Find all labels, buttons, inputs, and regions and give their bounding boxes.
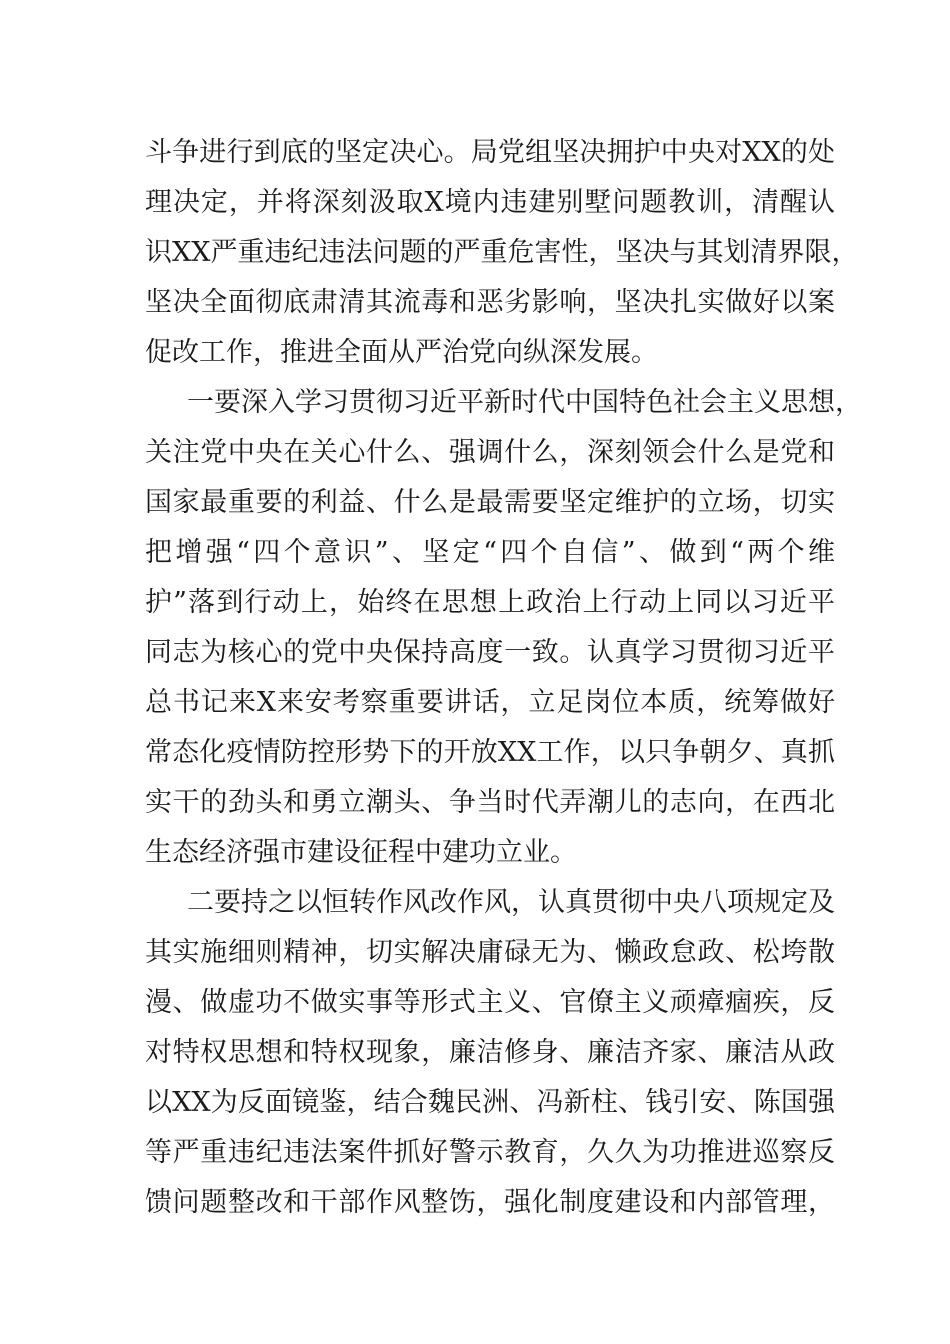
text-line: 促改工作，推进全面从严治党向纵深发展。 [145,337,658,368]
text-line: 馈问题整改和干部作风整饬，强化制度建设和内部管理， [145,1187,835,1218]
text-line: 识XX严重违纪违法问题的严重危害性，坚决与其划清界限， [145,237,859,268]
text-line: 坚决全面彻底肃清其流毒和恶劣影响，坚决扎实做好以案 [145,287,835,318]
text-line: 对特权思想和特权现象，廉洁修身、廉洁齐家、廉洁从政 [145,1037,835,1068]
text-line: 常态化疫情防控形势下的开放XX工作，以只争朝夕、真抓 [145,737,835,768]
text-line: 斗争进行到底的坚定决心。局党组坚决拥护中央对XX的处 [145,137,835,168]
text-line: 漫、做虚功不做实事等形式主义、官僚主义顽瘴痼疾，反 [145,987,835,1018]
paragraph-first-line: 二要持之以恒转作风改作风，认真贯彻中央八项规定及 [187,887,835,918]
text-line: 生态经济强市建设征程中建功立业。 [145,837,577,868]
text-line: 总书记来X来安考察重要讲话，立足岗位本质，统筹做好 [145,687,835,718]
text-line: 理决定，并将深刻汲取X境内违建别墅问题教训，清醒认 [145,187,835,218]
paragraph-first-line: 一要深入学习贯彻习近平新时代中国特色社会主义思想， [187,387,862,418]
text-line: 同志为核心的党中央保持高度一致。认真学习贯彻习近平 [145,637,835,668]
text-line: 护”落到行动上，始终在思想上政治上行动上同以习近平 [145,587,835,618]
text-line: 把增强“四个意识”、坚定“四个自信”、做到“两个维 [145,537,835,568]
document-body [145,128,862,1228]
text-line: 实干的劲头和勇立潮头、争当时代弄潮儿的志向，在西北 [145,787,835,818]
text-line: 其实施细则精神，切实解决庸碌无为、懒政怠政、松垮散 [145,937,835,968]
text-line: 等严重违纪违法案件抓好警示教育，久久为功推进巡察反 [145,1137,835,1168]
text-line: 以XX为反面镜鉴，结合魏民洲、冯新柱、钱引安、陈国强 [145,1087,835,1118]
text-line: 关注党中央在关心什么、强调什么，深刻领会什么是党和 [145,437,835,468]
text-line: 国家最重要的利益、什么是最需要坚定维护的立场，切实 [145,487,835,518]
